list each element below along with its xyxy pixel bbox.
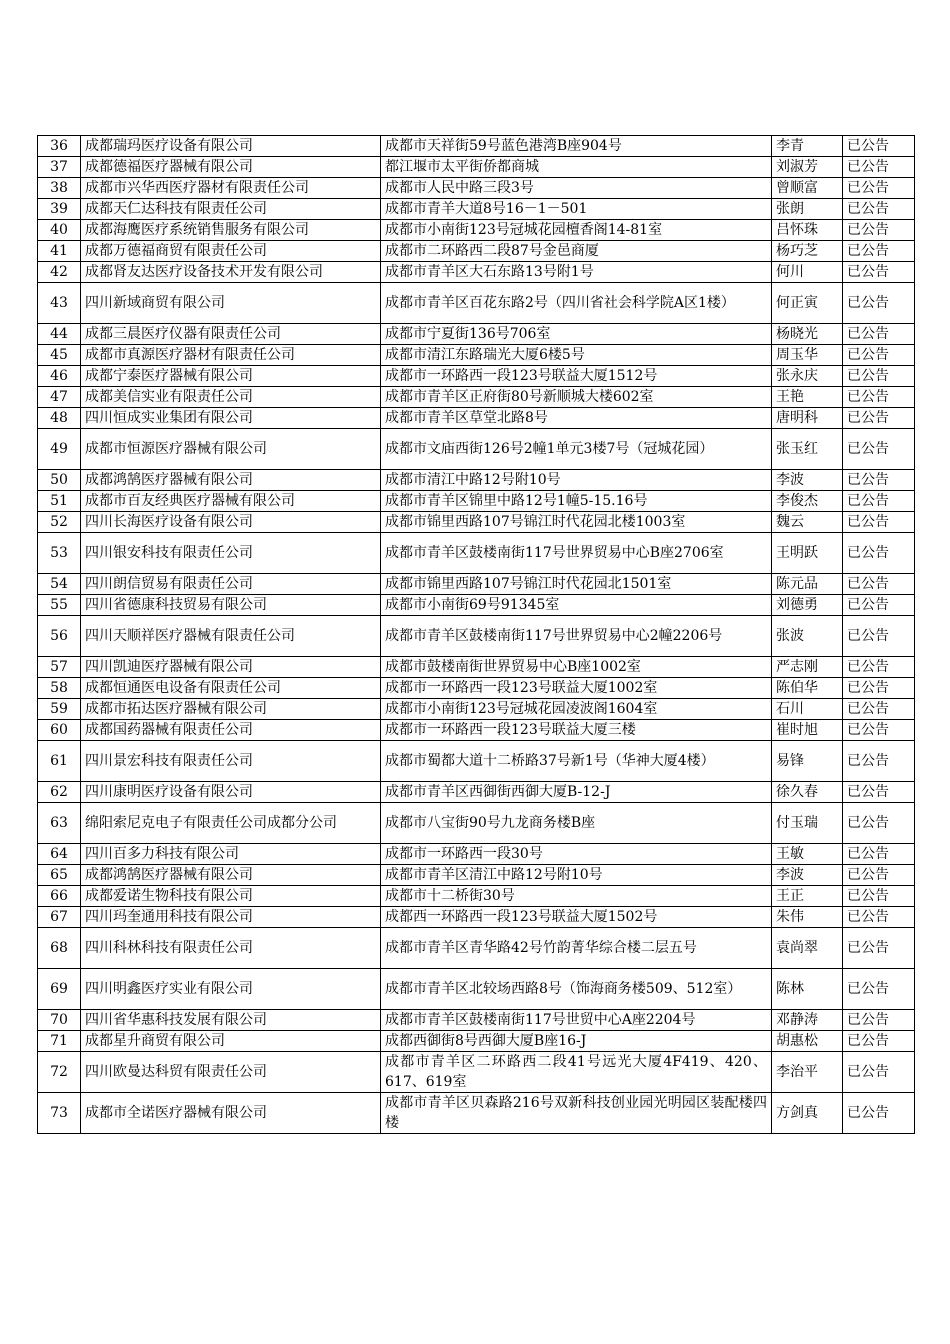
status-cell: 已公告: [843, 366, 915, 387]
serial-number-cell: 66: [38, 886, 81, 907]
serial-number-cell: 58: [38, 678, 81, 699]
table-row: [38, 574, 915, 595]
contact-person-cell: 周玉华: [772, 345, 843, 366]
serial-number-cell: 36: [38, 136, 81, 157]
contact-person-cell: 曾顺富: [772, 178, 843, 199]
contact-person-cell: 张永庆: [772, 366, 843, 387]
contact-person-cell: 陈林: [772, 969, 843, 1010]
company-name-cell: 四川银安科技有限责任公司: [81, 533, 381, 574]
serial-number-cell: 50: [38, 470, 81, 491]
table-row: [38, 429, 915, 470]
serial-number-cell: 52: [38, 512, 81, 533]
serial-number-cell: 61: [38, 741, 81, 782]
status-cell: 已公告: [843, 491, 915, 512]
address-cell: 成都市青羊区北较场西路8号（饰海商务楼509、512室）: [381, 969, 772, 1010]
contact-person-cell: 张朗: [772, 199, 843, 220]
table-row: [38, 928, 915, 969]
table-row: [38, 136, 915, 157]
status-cell: 已公告: [843, 595, 915, 616]
serial-number-cell: 43: [38, 283, 81, 324]
serial-number-cell: 71: [38, 1031, 81, 1052]
contact-person-cell: 易锋: [772, 741, 843, 782]
serial-number-cell: 48: [38, 408, 81, 429]
status-cell: 已公告: [843, 699, 915, 720]
status-cell: 已公告: [843, 157, 915, 178]
contact-person-cell: 石川: [772, 699, 843, 720]
status-cell: 已公告: [843, 865, 915, 886]
table-row: [38, 387, 915, 408]
contact-person-cell: 王明跃: [772, 533, 843, 574]
address-cell: 成都市天祥街59号蓝色港湾B座904号: [381, 136, 772, 157]
serial-number-cell: 44: [38, 324, 81, 345]
table-row: [38, 178, 915, 199]
contact-person-cell: 刘淑芳: [772, 157, 843, 178]
table-row: [38, 699, 915, 720]
company-name-cell: 成都德福医疗器械有限公司: [81, 157, 381, 178]
table-row: [38, 1052, 915, 1093]
company-name-cell: 成都万德福商贸有限责任公司: [81, 241, 381, 262]
company-name-cell: 成都星升商贸有限公司: [81, 1031, 381, 1052]
address-cell: 成都市清江中路12号附10号: [381, 470, 772, 491]
address-cell: 成都市一环路西一段123号联益大厦三楼: [381, 720, 772, 741]
table-row: [38, 366, 915, 387]
registry-table: [37, 135, 915, 1134]
serial-number-cell: 60: [38, 720, 81, 741]
table-row: [38, 199, 915, 220]
serial-number-cell: 67: [38, 907, 81, 928]
serial-number-cell: 42: [38, 262, 81, 283]
contact-person-cell: 张玉红: [772, 429, 843, 470]
status-cell: 已公告: [843, 1031, 915, 1052]
contact-person-cell: 杨巧芝: [772, 241, 843, 262]
address-cell: 成都西一环路西一段123号联益大厦1502号: [381, 907, 772, 928]
table-row: [38, 324, 915, 345]
contact-person-cell: 王正: [772, 886, 843, 907]
status-cell: 已公告: [843, 408, 915, 429]
contact-person-cell: 方剑真: [772, 1093, 843, 1134]
table-row: [38, 1093, 915, 1134]
registry-table-body: [38, 136, 915, 1134]
serial-number-cell: 56: [38, 616, 81, 657]
status-cell: 已公告: [843, 429, 915, 470]
status-cell: 已公告: [843, 387, 915, 408]
contact-person-cell: 付玉瑞: [772, 803, 843, 844]
address-cell: 成都市小南街123号冠城花园檀香阁14-81室: [381, 220, 772, 241]
serial-number-cell: 64: [38, 844, 81, 865]
serial-number-cell: 37: [38, 157, 81, 178]
contact-person-cell: 王艳: [772, 387, 843, 408]
company-name-cell: 成都三晨医疗仪器有限责任公司: [81, 324, 381, 345]
contact-person-cell: 唐明科: [772, 408, 843, 429]
company-name-cell: 成都市真源医疗器材有限责任公司: [81, 345, 381, 366]
contact-person-cell: 袁尚翠: [772, 928, 843, 969]
address-cell: 成都市青羊区草堂北路8号: [381, 408, 772, 429]
address-cell: 成都市一环路西一段30号: [381, 844, 772, 865]
status-cell: 已公告: [843, 678, 915, 699]
status-cell: 已公告: [843, 283, 915, 324]
company-name-cell: 四川长海医疗设备有限公司: [81, 512, 381, 533]
status-cell: 已公告: [843, 616, 915, 657]
address-cell: 都江堰市太平街侨都商城: [381, 157, 772, 178]
contact-person-cell: 李青: [772, 136, 843, 157]
contact-person-cell: 李波: [772, 470, 843, 491]
status-cell: 已公告: [843, 1052, 915, 1093]
address-cell: 成都市二环路西二段87号金邑商厦: [381, 241, 772, 262]
address-cell: 成都市清江东路瑞光大厦6楼5号: [381, 345, 772, 366]
table-row: [38, 512, 915, 533]
company-name-cell: 四川恒成实业集团有限公司: [81, 408, 381, 429]
status-cell: 已公告: [843, 928, 915, 969]
table-row: [38, 533, 915, 574]
contact-person-cell: 徐久春: [772, 782, 843, 803]
serial-number-cell: 40: [38, 220, 81, 241]
address-cell: 成都市十二桥街30号: [381, 886, 772, 907]
serial-number-cell: 49: [38, 429, 81, 470]
address-cell: 成都市青羊区鼓楼南街117号世界贸易中心2幢2206号: [381, 616, 772, 657]
table-row: [38, 345, 915, 366]
table-row: [38, 741, 915, 782]
address-cell: 成都市锦里西路107号锦江时代花园北1501室: [381, 574, 772, 595]
serial-number-cell: 47: [38, 387, 81, 408]
status-cell: 已公告: [843, 178, 915, 199]
status-cell: 已公告: [843, 512, 915, 533]
address-cell: 成都市一环路西一段123号联益大厦1512号: [381, 366, 772, 387]
contact-person-cell: 吕怀珠: [772, 220, 843, 241]
address-cell: 成都市青羊区西御街西御大厦B-12-J: [381, 782, 772, 803]
status-cell: 已公告: [843, 241, 915, 262]
company-name-cell: 成都恒通医电设备有限责任公司: [81, 678, 381, 699]
table-row: [38, 262, 915, 283]
table-row: [38, 220, 915, 241]
document-page: [37, 135, 914, 1134]
address-cell: 成都市宁夏街136号706室: [381, 324, 772, 345]
company-name-cell: 绵阳索尼克电子有限责任公司成都分公司: [81, 803, 381, 844]
status-cell: 已公告: [843, 844, 915, 865]
address-cell: 成都市青羊区二环路西二段41号远光大厦4F419、420、617、619室: [381, 1052, 772, 1093]
contact-person-cell: 胡惠松: [772, 1031, 843, 1052]
company-name-cell: 四川凯迪医疗器械有限公司: [81, 657, 381, 678]
table-row: [38, 470, 915, 491]
table-row: [38, 157, 915, 178]
address-cell: 成都市小南街123号冠城花园凌波阁1604室: [381, 699, 772, 720]
contact-person-cell: 何川: [772, 262, 843, 283]
serial-number-cell: 54: [38, 574, 81, 595]
contact-person-cell: 杨晓光: [772, 324, 843, 345]
contact-person-cell: 严志刚: [772, 657, 843, 678]
company-name-cell: 成都市百友经典医疗器械有限公司: [81, 491, 381, 512]
company-name-cell: 四川省德康科技贸易有限公司: [81, 595, 381, 616]
status-cell: 已公告: [843, 1093, 915, 1134]
contact-person-cell: 李俊杰: [772, 491, 843, 512]
company-name-cell: 四川新域商贸有限公司: [81, 283, 381, 324]
status-cell: 已公告: [843, 324, 915, 345]
serial-number-cell: 73: [38, 1093, 81, 1134]
address-cell: 成都市人民中路三段3号: [381, 178, 772, 199]
address-cell: 成都市青羊区大石东路13号附1号: [381, 262, 772, 283]
address-cell: 成都市青羊区青华路42号竹韵菁华综合楼二层五号: [381, 928, 772, 969]
company-name-cell: 成都爱诺生物科技有限公司: [81, 886, 381, 907]
contact-person-cell: 李波: [772, 865, 843, 886]
table-row: [38, 1010, 915, 1031]
table-row: [38, 408, 915, 429]
status-cell: 已公告: [843, 969, 915, 1010]
company-name-cell: 四川科林科技有限责任公司: [81, 928, 381, 969]
status-cell: 已公告: [843, 262, 915, 283]
status-cell: 已公告: [843, 345, 915, 366]
address-cell: 成都西御街8号西御大厦B座16-J: [381, 1031, 772, 1052]
status-cell: 已公告: [843, 803, 915, 844]
status-cell: 已公告: [843, 720, 915, 741]
serial-number-cell: 62: [38, 782, 81, 803]
table-row: [38, 865, 915, 886]
company-name-cell: 成都宁泰医疗器械有限公司: [81, 366, 381, 387]
serial-number-cell: 46: [38, 366, 81, 387]
address-cell: 成都市小南街69号91345室: [381, 595, 772, 616]
serial-number-cell: 57: [38, 657, 81, 678]
contact-person-cell: 陈元品: [772, 574, 843, 595]
company-name-cell: 成都瑞玛医疗设备有限公司: [81, 136, 381, 157]
status-cell: 已公告: [843, 574, 915, 595]
serial-number-cell: 53: [38, 533, 81, 574]
serial-number-cell: 38: [38, 178, 81, 199]
address-cell: 成都市青羊区清江中路12号附10号: [381, 865, 772, 886]
status-cell: 已公告: [843, 533, 915, 574]
table-row: [38, 886, 915, 907]
company-name-cell: 成都国药器械有限责任公司: [81, 720, 381, 741]
contact-person-cell: 邓静涛: [772, 1010, 843, 1031]
contact-person-cell: 何正寅: [772, 283, 843, 324]
company-name-cell: 成都海鹰医疗系统销售服务有限公司: [81, 220, 381, 241]
company-name-cell: 四川景宏科技有限责任公司: [81, 741, 381, 782]
address-cell: 成都市八宝街90号九龙商务楼B座: [381, 803, 772, 844]
status-cell: 已公告: [843, 741, 915, 782]
table-row: [38, 969, 915, 1010]
contact-person-cell: 魏云: [772, 512, 843, 533]
address-cell: 成都市青羊区贝森路216号双新科技创业园光明园区装配楼四楼: [381, 1093, 772, 1134]
serial-number-cell: 65: [38, 865, 81, 886]
address-cell: 成都市青羊区鼓楼南街117号世界贸易中心B座2706室: [381, 533, 772, 574]
serial-number-cell: 41: [38, 241, 81, 262]
status-cell: 已公告: [843, 782, 915, 803]
address-cell: 成都市锦里西路107号锦江时代花园北楼1003室: [381, 512, 772, 533]
table-row: [38, 1031, 915, 1052]
table-row: [38, 595, 915, 616]
address-cell: 成都市鼓楼南街世界贸易中心B座1002室: [381, 657, 772, 678]
company-name-cell: 四川欧曼达科贸有限责任公司: [81, 1052, 381, 1093]
address-cell: 成都市文庙西街126号2幢1单元3楼7号（冠城花园）: [381, 429, 772, 470]
address-cell: 成都市蜀都大道十二桥路37号新1号（华神大厦4楼）: [381, 741, 772, 782]
company-name-cell: 成都鸿鹄医疗器械有限公司: [81, 470, 381, 491]
status-cell: 已公告: [843, 136, 915, 157]
table-row: [38, 782, 915, 803]
address-cell: 成都市青羊区锦里中路12号1幢5-15.16号: [381, 491, 772, 512]
contact-person-cell: 陈伯华: [772, 678, 843, 699]
company-name-cell: 四川玛奎通用科技有限公司: [81, 907, 381, 928]
serial-number-cell: 68: [38, 928, 81, 969]
contact-person-cell: 刘德勇: [772, 595, 843, 616]
company-name-cell: 成都鸿鹄医疗器械有限公司: [81, 865, 381, 886]
company-name-cell: 四川康明医疗设备有限公司: [81, 782, 381, 803]
contact-person-cell: 朱伟: [772, 907, 843, 928]
company-name-cell: 四川百多力科技有限公司: [81, 844, 381, 865]
serial-number-cell: 55: [38, 595, 81, 616]
status-cell: 已公告: [843, 220, 915, 241]
address-cell: 成都市青羊大道8号16－1－501: [381, 199, 772, 220]
company-name-cell: 成都天仁达科技有限责任公司: [81, 199, 381, 220]
contact-person-cell: 崔时旭: [772, 720, 843, 741]
table-row: [38, 907, 915, 928]
table-row: [38, 803, 915, 844]
address-cell: 成都市青羊区正府街80号新顺城大楼602室: [381, 387, 772, 408]
table-row: [38, 657, 915, 678]
contact-person-cell: 张波: [772, 616, 843, 657]
serial-number-cell: 70: [38, 1010, 81, 1031]
company-name-cell: 成都市兴华西医疗器材有限责任公司: [81, 178, 381, 199]
table-row: [38, 720, 915, 741]
status-cell: 已公告: [843, 907, 915, 928]
company-name-cell: 成都市拓达医疗器械有限公司: [81, 699, 381, 720]
table-row: [38, 283, 915, 324]
company-name-cell: 成都市全诺医疗器械有限公司: [81, 1093, 381, 1134]
company-name-cell: 四川省华惠科技发展有限公司: [81, 1010, 381, 1031]
company-name-cell: 成都肾友达医疗设备技术开发有限公司: [81, 262, 381, 283]
serial-number-cell: 63: [38, 803, 81, 844]
table-row: [38, 241, 915, 262]
address-cell: 成都市一环路西一段123号联益大厦1002室: [381, 678, 772, 699]
status-cell: 已公告: [843, 470, 915, 491]
serial-number-cell: 59: [38, 699, 81, 720]
serial-number-cell: 69: [38, 969, 81, 1010]
contact-person-cell: 王敏: [772, 844, 843, 865]
serial-number-cell: 39: [38, 199, 81, 220]
company-name-cell: 四川天顺祥医疗器械有限责任公司: [81, 616, 381, 657]
company-name-cell: 四川朗信贸易有限责任公司: [81, 574, 381, 595]
serial-number-cell: 72: [38, 1052, 81, 1093]
serial-number-cell: 45: [38, 345, 81, 366]
table-row: [38, 616, 915, 657]
status-cell: 已公告: [843, 886, 915, 907]
company-name-cell: 成都市恒源医疗器械有限公司: [81, 429, 381, 470]
company-name-cell: 成都美信实业有限责任公司: [81, 387, 381, 408]
status-cell: 已公告: [843, 1010, 915, 1031]
serial-number-cell: 51: [38, 491, 81, 512]
contact-person-cell: 李治平: [772, 1052, 843, 1093]
status-cell: 已公告: [843, 657, 915, 678]
status-cell: 已公告: [843, 199, 915, 220]
table-row: [38, 844, 915, 865]
address-cell: 成都市青羊区鼓楼南街117号世贸中心A座2204号: [381, 1010, 772, 1031]
table-row: [38, 491, 915, 512]
address-cell: 成都市青羊区百花东路2号（四川省社会科学院A区1楼）: [381, 283, 772, 324]
table-row: [38, 678, 915, 699]
company-name-cell: 四川明鑫医疗实业有限公司: [81, 969, 381, 1010]
